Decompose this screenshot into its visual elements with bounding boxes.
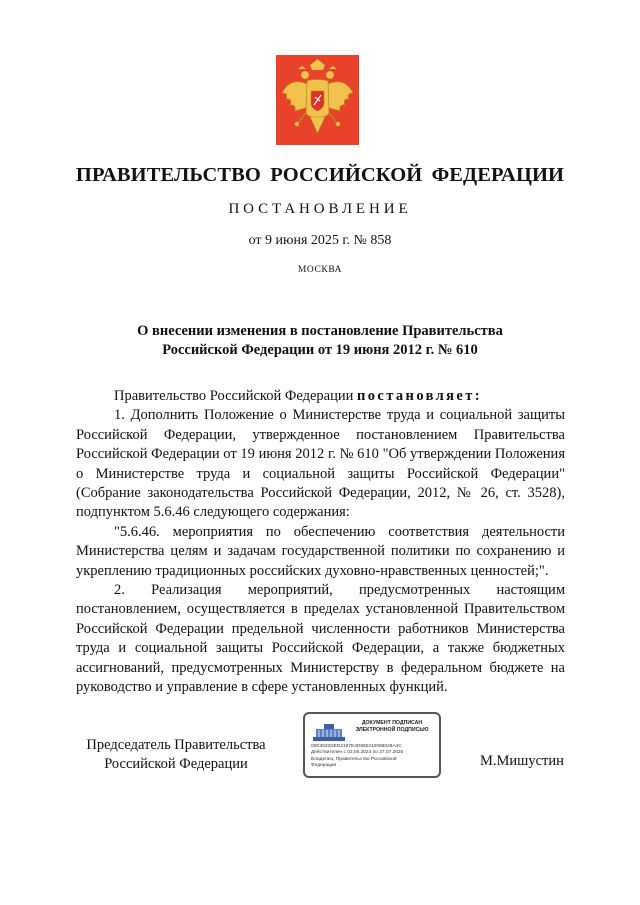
coat-of-arms-icon [276, 55, 359, 145]
signer-title-line-2: Российской Федерации [104, 756, 248, 772]
document-subject [90, 322, 550, 360]
stamp-owner-line-1: Владелец: Правительство Российской [311, 756, 397, 762]
decree-word: постановляет: [356, 388, 483, 404]
stamp-heading-line-2: ЭЛЕКТРОННОЙ ПОДПИСЬЮ [355, 726, 429, 733]
document-city: МОСКВА [297, 265, 343, 275]
stamp-heading [349, 720, 435, 733]
document-date: от 9 июня 2025 г. № 858 [248, 233, 392, 248]
quote-paragraph: "5.6.46. мероприятия по обеспечению соответствия деятельности Министерства целям и задачам государственной политики по сохранению и укреплению традиционных российских духовно-нравственных ценностей;". [76, 523, 565, 579]
subject-line-2: Российской Федерации от 19 июня 2012 г. № 610 [162, 342, 478, 358]
stamp-owner-line-2: Федерации [311, 762, 337, 768]
stamp-heading-line-1: ДОКУМЕНТ ПОДПИСАН [361, 720, 423, 726]
government-title: ПРАВИТЕЛЬСТВО РОССИЙСКОЙ ФЕДЕРАЦИИ [75, 164, 565, 186]
government-building-icon [311, 722, 347, 742]
item-1-paragraph: 1. Дополнить Положение о Министерстве труда и социальной защиты Российской Федерации, утвержденное постановлением Правительства Российской Федерации от 19 июня 2012 г. № 610 "Об утверждении Положения о Министерстве труда и социальной защиты Российской Федерации" (Собрание законодательства Российской Федерации, 2012, № 26, ст. 3528), подпунктом 5.6.46 следующего содержания: [76, 407, 565, 521]
intro-text: Правительство Российской Федерации [114, 388, 354, 404]
signer-title-line-1: Председатель Правительства [86, 737, 266, 753]
item-2-paragraph: 2. Реализация мероприятий, предусмотренных настоящим постановлением, осуществляется в пределах установленной Правительством Российской Федерации предельной численности работников Министерства труда и социальной защиты Российской Федерации, а также бюджетных ассигнований, предусмотренных Министерству в федеральном бюджете на руководство и управление в сфере установленных функций. [76, 582, 565, 696]
stamp-serial: 00E3632DED2197E4D860210098028A4C [311, 744, 402, 749]
electronic-signature-stamp [303, 712, 441, 778]
intro-paragraph [76, 387, 565, 406]
signer-name: М.Мишустин [480, 753, 564, 769]
stamp-details [311, 744, 437, 769]
stamp-validity: Действителен с 03.05.2024 по 27.07.2025 [311, 750, 404, 756]
signer-title [76, 736, 276, 774]
document-body [76, 387, 565, 698]
subject-line-1: О внесении изменения в постановление Правительства [137, 323, 503, 339]
document-type: ПОСТАНОВЛЕНИЕ [228, 201, 412, 217]
